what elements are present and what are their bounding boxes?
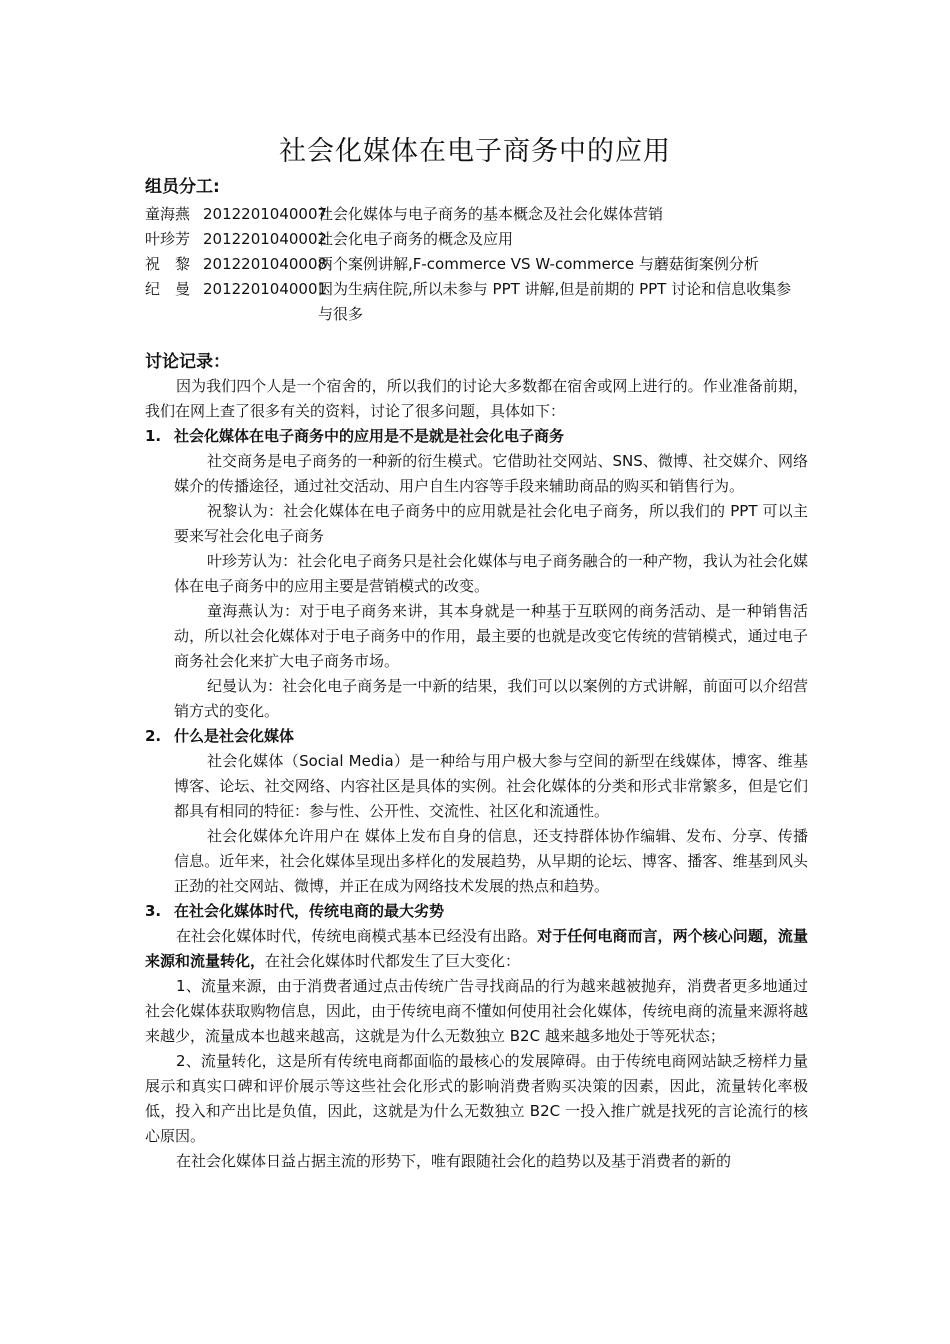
member-row	[145, 202, 825, 227]
question-title: 在社会化媒体时代，传统电商的最大劣势	[174, 902, 445, 920]
member-id: 2012201040001	[203, 280, 328, 298]
paragraph: 社会化媒体（Social Media）是一种给与用户极大参与空间的新型在线媒体，博客、维基博客、论坛、社交网络、内容社区是具体的实例。社会化媒体的分类和形式非常繁多，但是它们都具有相同的特征：参与性、公开性、交流性、社区化和流通性。	[174, 752, 808, 820]
members-heading: 组员分工:	[145, 177, 220, 197]
member-id: 2012201040002	[203, 230, 328, 248]
paragraph: 社会化媒体允许用户在 媒体上发布自身的信息，还支持群体协作编辑、发布、分享、传播信息。近年来，社会化媒体呈现出多样化的发展趋势，从早期的论坛、博客、播客、维基到风头正劲的社交网站、微博，并正在成为网络技术发展的热点和趋势。	[174, 827, 808, 895]
paragraph: 1、流量来源，由于消费者通过点击传统广告寻找商品的行为越来越被抛弃，消费者更多地通过社会化媒体获取购物信息，因此，由于传统电商不懂如何使用社会化媒体，传统电商的流量来源将越来越少，流量成本也越来越高，这就是为什么无数独立 B2C 越来越多地处于等死状态；	[145, 977, 808, 1045]
member-duty: 社会化电子商务的概念及应用	[318, 230, 514, 248]
question-heading	[145, 724, 808, 749]
paragraph: 纪曼认为：社会化电子商务是一中新的结果，我们可以以案例的方式讲解，前面可以介绍营销方式的变化。	[174, 677, 808, 720]
paragraph-emphasis: 对于任何电商而言，两个核心问题，流量来源和流量转化，	[145, 927, 808, 970]
question-number: 3.	[145, 902, 162, 920]
member-name: 叶珍芳	[145, 230, 191, 248]
paragraph-text: 在社会化媒体时代，传统电商模式基本已经没有出路。	[176, 927, 538, 945]
paragraph: 叶珍芳认为：社会化电子商务只是社会化媒体与电子商务融合的一种产物，我认为社会化媒体在电子商务中的应用主要是营销模式的改变。	[174, 552, 808, 595]
member-duty: 社会化媒体与电子商务的基本概念及社会化媒体营销	[318, 205, 664, 223]
member-name: 童海燕	[145, 205, 191, 223]
question-heading	[145, 424, 808, 449]
question-number: 1.	[145, 427, 162, 445]
paragraph: 社交商务是电子商务的一种新的衍生模式。它借助社交网站、SNS、微博、社交媒介、网络媒介的传播途径，通过社交活动、用户自生内容等手段来辅助商品的购买和销售行为。	[174, 452, 808, 495]
paragraph-text: 在社会化媒体时代都发生了巨大变化：	[265, 952, 521, 970]
discussion-heading: 讨论记录：	[145, 352, 230, 372]
question-body	[174, 749, 808, 899]
member-list	[145, 202, 825, 327]
member-duty: 两个案例讲解,F-commerce VS W-commerce 与蘑菇街案例分析	[318, 255, 759, 273]
member-id: 2012201040008	[203, 255, 328, 273]
question-heading	[145, 899, 808, 924]
member-id: 2012201040007	[203, 205, 328, 223]
member-duty: 因为生病住院,所以未参与 PPT 讲解,但是前期的 PPT 讨论和信息收集参与很多	[318, 280, 792, 323]
member-row	[145, 277, 825, 327]
member-name: 纪 曼	[145, 280, 191, 298]
member-row	[145, 227, 825, 252]
paragraph: 2、流量转化，这是所有传统电商都面临的最核心的发展障碍。由于传统电商网站缺乏榜样力量展示和真实口碑和评价展示等这些社会化形式的影响消费者购买决策的因素，因此，流量转化率极低，投入和产出比是负值，因此，这就是为什么无数独立 B2C 一投入推广就是找死的言论流行的核心原因。	[145, 1052, 808, 1145]
question-body	[174, 449, 808, 724]
intro-paragraph: 因为我们四个人是一个宿舍的，所以我们的讨论大多数都在宿舍或网上进行的。作业准备前期，我们在网上查了很多有关的资料，讨论了很多问题，具体如下：	[145, 377, 808, 420]
discussion-body	[145, 374, 808, 1174]
question-title: 社会化媒体在电子商务中的应用是不是就是社会化电子商务	[174, 427, 565, 445]
paragraph: 童海燕认为：对于电子商务来讲，其本身就是一种基于互联网的商务活动、是一种销售活动，所以社会化媒体对于电子商务中的作用，最主要的也就是改变它传统的营销模式，通过电子商务社会化来扩大电子商务市场。	[174, 602, 808, 670]
member-name: 祝 黎	[145, 255, 191, 273]
paragraph: 在社会化媒体日益占据主流的形势下，唯有跟随社会化的趋势以及基于消费者的新的	[176, 1152, 732, 1170]
paragraph: 祝黎认为：社会化媒体在电子商务中的应用就是社会化电子商务，所以我们的 PPT 可以主要来写社会化电子商务	[174, 502, 808, 545]
question-title: 什么是社会化媒体	[174, 727, 295, 745]
member-row	[145, 252, 825, 277]
document-title: 社会化媒体在电子商务中的应用	[279, 136, 671, 167]
paragraph	[145, 924, 808, 974]
question-number: 2.	[145, 727, 162, 745]
